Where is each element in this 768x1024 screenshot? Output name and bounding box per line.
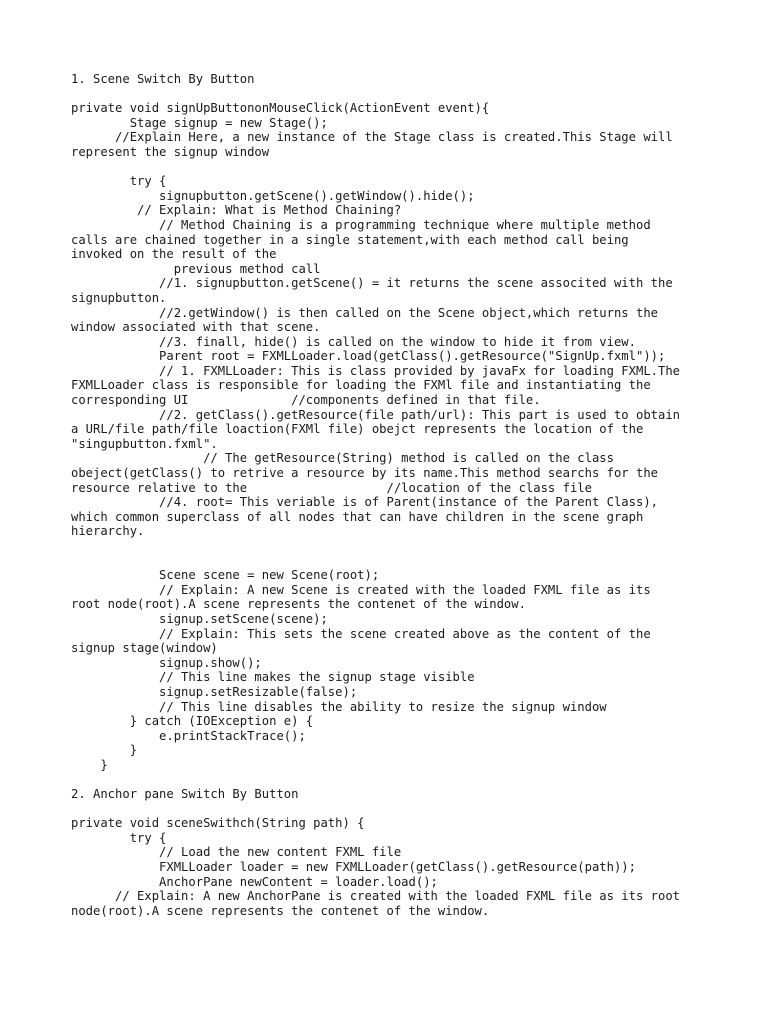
document-line: // Explain: A new AnchorPane is created with the loaded FXML file as its root [71, 889, 681, 904]
document-line: FXMLLoader loader = new FXMLLoader(getClass().getResource(path)); [71, 860, 636, 875]
document-line: //3. finall, hide() is called on the window to hide it from view. [71, 334, 636, 349]
document-line: a URL/file path/file loaction(FXMl file) obejct represents the location of the [71, 422, 644, 437]
document-line: } [71, 743, 138, 758]
document-line: signup.show(); [71, 655, 262, 670]
document-line: } [71, 757, 108, 772]
document-line: e.printStackTrace(); [71, 728, 306, 743]
document-line: calls are chained together in a single statement,with each method call being [71, 232, 629, 247]
document-line: hierarchy. [71, 524, 145, 539]
document-body [71, 72, 711, 918]
document-line: signup.setResizable(false); [71, 684, 358, 699]
document-line: // 1. FXMLLoader: This is class provided by javaFx for loading FXML.The [71, 363, 681, 378]
document-line: signupbutton. [71, 290, 167, 305]
document-line: FXMLLoader class is responsible for loading the FXMl file and instantiating the [71, 378, 651, 393]
document-line [71, 539, 711, 554]
document-line: //Explain Here, a new instance of the Stage class is created.This Stage will [71, 130, 673, 145]
document-line: which common superclass of all nodes that can have children in the scene graph [71, 509, 644, 524]
document-line: private void signUpButtononMouseClick(ActionEvent event){ [71, 101, 490, 116]
document-line: // This line disables the ability to resize the signup window [71, 699, 607, 714]
document-line: try { [71, 830, 167, 845]
document-line: invoked on the result of the [71, 247, 277, 262]
document-line: // Explain: A new Scene is created with the loaded FXML file as its [71, 582, 651, 597]
document-line: Stage signup = new Stage(); [71, 115, 328, 130]
document-line: represent the signup window [71, 144, 270, 159]
document-line: window associated with that scene. [71, 320, 321, 335]
document-line: // Explain: What is Method Chaining? [71, 203, 402, 218]
document-line: // The getResource(String) method is called on the class [71, 451, 614, 466]
document-line: AnchorPane newContent = loader.load(); [71, 874, 438, 889]
document-line: node(root).A scene represents the contenet of the window. [71, 903, 490, 918]
document-line: resource relative to the //location of the class file [71, 480, 592, 495]
document-line: //2. getClass().getResource(file path/url): This part is used to obtain [71, 407, 681, 422]
document-line: //2.getWindow() is then called on the Scene object,which returns the [71, 305, 658, 320]
document-line: // Load the new content FXML file [71, 845, 402, 860]
document-line: Parent root = FXMLLoader.load(getClass().getResource("SignUp.fxml")); [71, 349, 666, 364]
document-line: 1. Scene Switch By Button [71, 72, 255, 86]
document-line: previous method call [71, 261, 321, 276]
document-line: } catch (IOException e) { [71, 714, 314, 729]
document-line [71, 773, 711, 788]
document-line: obeject(getClass() to retrive a resource by its name.This method searchs for the [71, 466, 658, 481]
document-line: signup.setScene(scene); [71, 611, 328, 626]
document-line: //4. root= This veriable is of Parent(instance of the Parent Class), [71, 495, 658, 510]
document-line: signup stage(window) [71, 641, 218, 656]
document-line: // Explain: This sets the scene created above as the content of the [71, 626, 651, 641]
document-line [71, 802, 711, 817]
document-line [71, 87, 711, 102]
document-line: //1. signupbutton.getScene() = it returns the scene associted with the [71, 276, 673, 291]
document-line: Scene scene = new Scene(root); [71, 568, 380, 583]
document-line: // This line makes the signup stage visible [71, 670, 475, 685]
document-line: root node(root).A scene represents the contenet of the window. [71, 597, 526, 612]
document-line: try { [71, 174, 167, 189]
document-line: signupbutton.getScene().getWindow().hide(); [71, 188, 475, 203]
document-line: private void sceneSwithch(String path) { [71, 816, 365, 831]
document-line: 2. Anchor pane Switch By Button [71, 787, 299, 802]
document-line [71, 160, 711, 175]
document-line: corresponding UI //components defined in that file. [71, 393, 541, 408]
document-line [71, 554, 711, 569]
document-line: "singupbutton.fxml". [71, 436, 218, 451]
document-line: // Method Chaining is a programming technique where multiple method [71, 217, 651, 232]
